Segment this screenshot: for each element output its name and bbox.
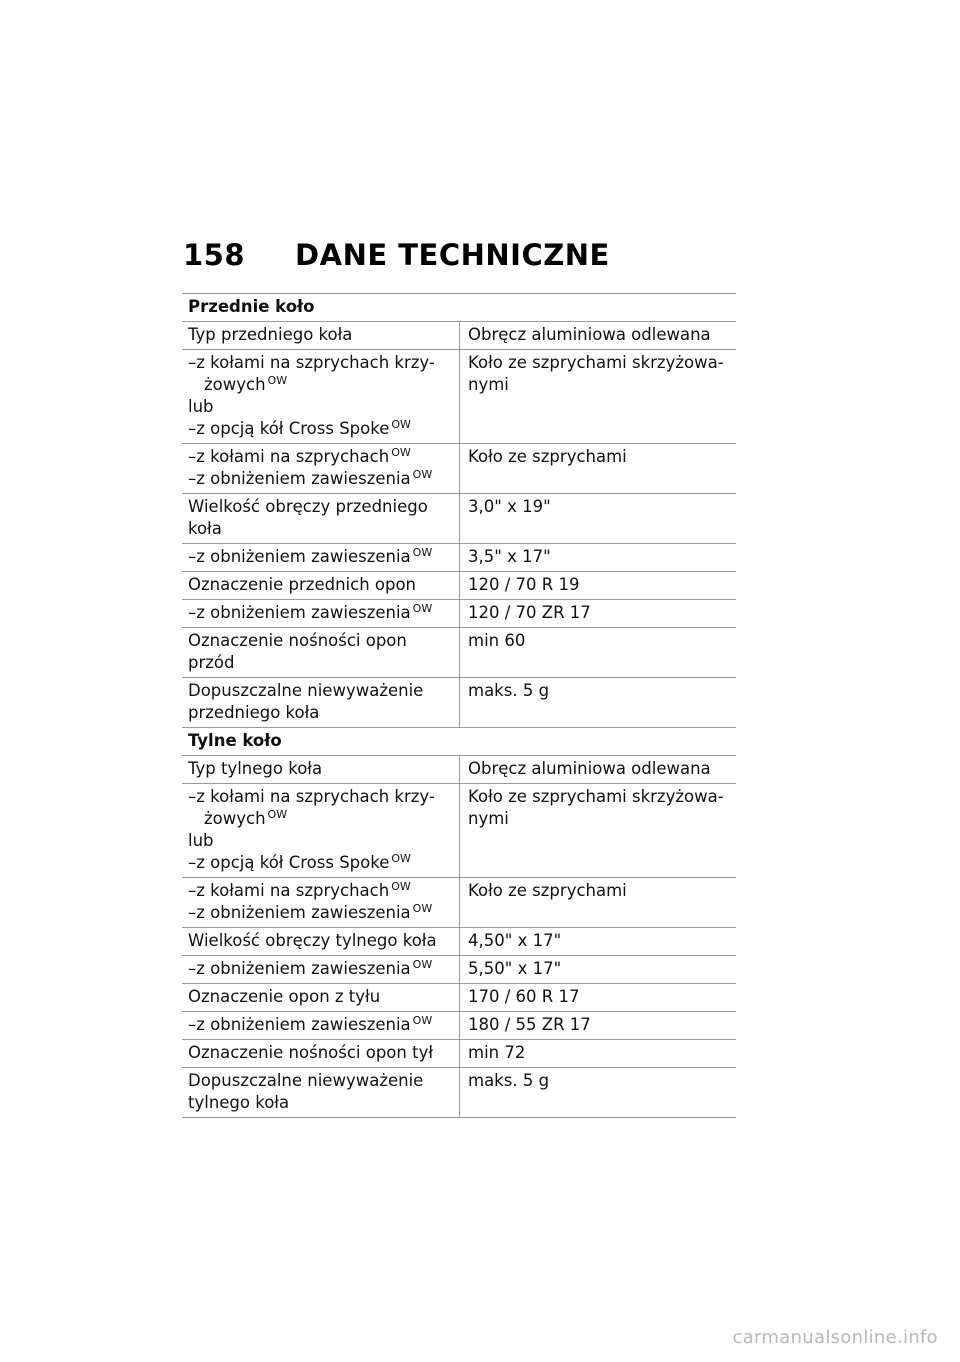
front-wheel-heading: Przednie koło	[182, 294, 736, 322]
ow-marker: OW	[412, 1013, 433, 1027]
spec-label: Wielkość obręczy tylnego koła	[182, 928, 460, 956]
variant-line	[188, 468, 453, 490]
variant-line: –z kołami na szprychach krzy-	[188, 353, 435, 372]
spec-label: Dopuszczalne niewyważenie przedniego koła	[182, 678, 460, 728]
variant-line	[188, 852, 453, 874]
spec-value: Koło ze szprychami	[460, 444, 737, 494]
ow-marker: OW	[412, 957, 433, 971]
spec-value: 120 / 70 R 19	[460, 572, 737, 600]
table-row	[182, 1040, 736, 1068]
spec-value: maks. 5 g	[460, 1068, 737, 1118]
spec-label: Dopuszczalne niewyważenie tylnego koła	[182, 1068, 460, 1118]
spec-value: Koło ze szprychami skrzyżowa-nymi	[460, 350, 737, 444]
variant-text: –z kołami na szprychach	[188, 881, 390, 900]
table-row	[182, 984, 736, 1012]
page-header	[183, 238, 610, 272]
spec-label: Oznaczenie opon z tyłu	[182, 984, 460, 1012]
spec-label	[182, 956, 460, 984]
variant-text: –z obniżeniem zawieszenia	[188, 1015, 411, 1034]
spec-label: Oznaczenie przednich opon	[182, 572, 460, 600]
spec-value: 3,5" x 17"	[460, 544, 737, 572]
spec-label	[182, 444, 460, 494]
spec-value: 3,0" x 19"	[460, 494, 737, 544]
variant-text: –z opcją kół Cross Spoke	[188, 419, 390, 438]
ow-marker: OW	[391, 851, 411, 865]
ow-marker: OW	[391, 445, 411, 459]
variant-text: żowych	[204, 809, 266, 828]
variant-line	[188, 418, 453, 440]
variant-text: –z obniżeniem zawieszenia	[188, 469, 411, 488]
spec-value: min 60	[460, 628, 737, 678]
table-row	[182, 756, 736, 784]
variant-line: –z kołami na szprychach krzy-	[188, 787, 435, 806]
table-row	[182, 350, 736, 444]
variant-text: –z kołami na szprychach	[188, 447, 390, 466]
table-row	[182, 628, 736, 678]
table-row	[182, 322, 736, 350]
variant-line	[188, 446, 453, 468]
ow-marker: OW	[267, 807, 288, 821]
table-row	[182, 878, 736, 928]
spec-label	[182, 878, 460, 928]
spec-label: Typ tylnego koła	[182, 756, 460, 784]
variant-line	[188, 880, 453, 902]
table-row	[182, 784, 736, 878]
spec-value: 5,50" x 17"	[460, 956, 737, 984]
spec-label: Oznaczenie nośności opon przód	[182, 628, 460, 678]
table-row	[182, 494, 736, 544]
ow-marker: OW	[267, 373, 288, 387]
ow-marker: OW	[412, 601, 433, 615]
table-row	[182, 928, 736, 956]
table-row	[182, 572, 736, 600]
table-row	[182, 956, 736, 984]
variant-text: –z obniżeniem zawieszenia	[188, 547, 411, 566]
table-row	[182, 1068, 736, 1118]
variant-line	[188, 902, 453, 924]
variant-text: –z opcją kół Cross Spoke	[188, 853, 390, 872]
spec-label	[182, 1012, 460, 1040]
rear-wheel-heading: Tylne koło	[182, 728, 736, 756]
spec-label	[182, 350, 460, 444]
ow-marker: OW	[412, 545, 433, 559]
variant-line-cont	[188, 808, 453, 830]
table-row	[182, 600, 736, 628]
variant-text: żowych	[204, 375, 266, 394]
spec-value: Koło ze szprychami skrzyżowa-nymi	[460, 784, 737, 878]
spec-value: maks. 5 g	[460, 678, 737, 728]
spec-value: 170 / 60 R 17	[460, 984, 737, 1012]
ow-marker: OW	[391, 417, 411, 431]
spec-label: Oznaczenie nośności opon tył	[182, 1040, 460, 1068]
front-wheel-heading-row	[182, 294, 736, 322]
spec-value: Koło ze szprychami	[460, 878, 737, 928]
table-row	[182, 678, 736, 728]
or-text: lub	[188, 831, 214, 850]
spec-value: Obręcz aluminiowa odlewana	[460, 322, 737, 350]
ow-marker: OW	[391, 879, 411, 893]
variant-line-cont	[188, 374, 453, 396]
ow-marker: OW	[412, 901, 433, 915]
spec-label	[182, 600, 460, 628]
or-text: lub	[188, 397, 214, 416]
section-title: DANE TECHNICZNE	[295, 238, 610, 272]
table-row	[182, 444, 736, 494]
spec-value: Obręcz aluminiowa odlewana	[460, 756, 737, 784]
spec-label	[182, 544, 460, 572]
table-row	[182, 544, 736, 572]
spec-value: 4,50" x 17"	[460, 928, 737, 956]
spec-table	[182, 293, 736, 1118]
spec-label: Typ przedniego koła	[182, 322, 460, 350]
rear-wheel-heading-row	[182, 728, 736, 756]
watermark: carmanualsonline.info	[732, 1327, 938, 1348]
spec-label: Wielkość obręczy przedniego koła	[182, 494, 460, 544]
page-number: 158	[183, 238, 246, 272]
variant-text: –z obniżeniem zawieszenia	[188, 603, 411, 622]
spec-value: min 72	[460, 1040, 737, 1068]
variant-text: –z obniżeniem zawieszenia	[188, 959, 411, 978]
spec-value: 120 / 70 ZR 17	[460, 600, 737, 628]
table-row	[182, 1012, 736, 1040]
spec-value: 180 / 55 ZR 17	[460, 1012, 737, 1040]
ow-marker: OW	[412, 467, 433, 481]
spec-label	[182, 784, 460, 878]
variant-text: –z obniżeniem zawieszenia	[188, 903, 411, 922]
